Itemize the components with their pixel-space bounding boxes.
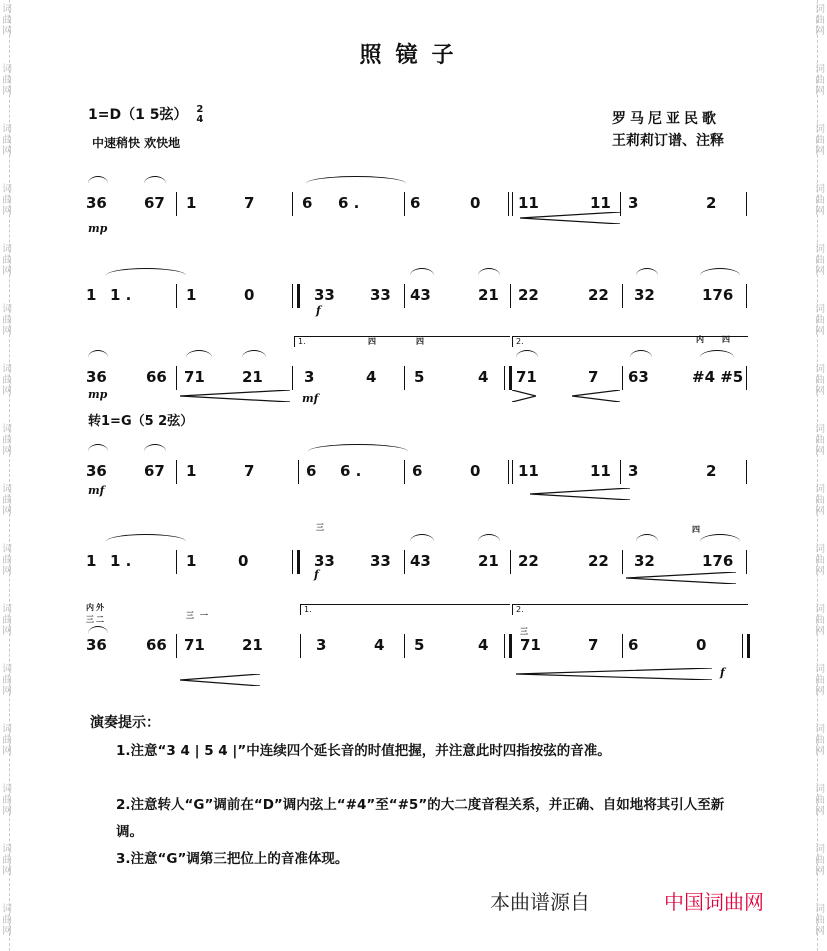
tips-heading: 演奏提示：: [90, 715, 160, 731]
watermark-char: 网: [2, 386, 12, 397]
barline: [622, 366, 623, 390]
note-group: 4: [478, 368, 489, 386]
tie: [308, 444, 408, 459]
watermark-char: 曲: [2, 255, 12, 266]
fingering-mark: 三: [186, 611, 194, 620]
watermark-char: 曲: [2, 915, 12, 926]
note-group: 6 .: [338, 194, 360, 212]
note-group: 5: [414, 636, 425, 654]
watermark-char: 网: [2, 86, 12, 97]
repeat-barline: [508, 460, 513, 484]
tip-text: 1.注意“3 4 | 5 4 |”中连续四个延长音的时值把握，并注意此时四指按弦的音准。: [116, 743, 611, 759]
fingering-mark: 二: [96, 615, 104, 624]
watermark-char: 网: [815, 626, 825, 637]
watermark-char: 曲: [815, 375, 825, 386]
slur: [410, 534, 434, 549]
note-group: 1: [186, 286, 197, 304]
note-group: 67: [144, 462, 165, 480]
note-group: 6: [302, 194, 313, 212]
dynamic-mark: f: [316, 304, 321, 317]
barline: [510, 550, 511, 574]
barline: [298, 460, 299, 484]
watermark-char: 网: [2, 806, 12, 817]
watermark-char: 曲: [815, 855, 825, 866]
note-group: 32: [634, 286, 655, 304]
note-group: #4 #5: [692, 368, 744, 386]
dynamic-mark: mf: [302, 392, 319, 405]
note-group: 33: [370, 286, 391, 304]
note-group: 33: [314, 552, 335, 570]
fingering-mark: 三: [86, 615, 94, 624]
watermark-char: 网: [815, 686, 825, 697]
volta-2: 2.: [512, 336, 748, 347]
note-group: 21: [242, 368, 263, 386]
watermark-char: 词: [2, 64, 12, 75]
watermark-char: 网: [2, 266, 12, 277]
watermark-char: 曲: [2, 495, 12, 506]
watermark-column: [1, 904, 13, 937]
note-group: 11: [518, 194, 539, 212]
note-group: 7: [244, 462, 255, 480]
watermark-char: 网: [2, 506, 12, 517]
tip-text: 3.注意“G”调第三把位上的音准体现。: [116, 851, 349, 867]
barline: [404, 284, 405, 308]
tip-item-2: [90, 792, 750, 846]
watermark-char: 词: [815, 844, 825, 855]
slur: [186, 350, 212, 365]
watermark-char: 曲: [815, 615, 825, 626]
slur: [478, 268, 500, 283]
watermark-char: 曲: [815, 255, 825, 266]
watermark-char: 词: [815, 424, 825, 435]
note-group: 43: [410, 286, 431, 304]
note-group: 11: [590, 194, 611, 212]
watermark-char: 曲: [2, 735, 12, 746]
watermark-column: [1, 4, 13, 37]
watermark-char: 词: [2, 244, 12, 255]
watermark-char: 曲: [2, 315, 12, 326]
note-group: 7: [244, 194, 255, 212]
tie: [106, 268, 186, 283]
watermark-column: [814, 904, 826, 937]
watermark-char: 词: [2, 544, 12, 555]
dynamic-mark: f: [720, 666, 725, 679]
barline: [292, 366, 293, 390]
watermark-char: 网: [2, 866, 12, 877]
watermark-char: 网: [815, 746, 825, 757]
watermark-char: 网: [815, 386, 825, 397]
tie: [106, 534, 186, 549]
note-group: 4: [478, 636, 489, 654]
watermark-column: [1, 784, 13, 817]
volta-1: 1.: [300, 604, 510, 615]
watermark-char: 曲: [2, 615, 12, 626]
fingering-mark: 内: [86, 603, 94, 612]
fingering-mark: 一: [200, 611, 208, 620]
dynamic-mark: f: [314, 568, 319, 581]
watermark-char: 词: [815, 364, 825, 375]
watermark-char: 网: [2, 746, 12, 757]
slur: [88, 350, 108, 365]
volta-1: 1.: [294, 336, 510, 347]
watermark-char: 曲: [2, 15, 12, 26]
note-group: 33: [314, 286, 335, 304]
watermark-char: 词: [815, 724, 825, 735]
key-text: 1=D（1 5弦）: [88, 107, 188, 123]
note-group: 11: [590, 462, 611, 480]
time-signature-bottom: 4: [196, 114, 204, 125]
note-group: 66: [146, 368, 167, 386]
watermark-char: 曲: [815, 195, 825, 206]
watermark-char: 网: [2, 626, 12, 637]
tie: [306, 176, 406, 191]
score-system-1: [0, 150, 827, 240]
note-group: 22: [588, 552, 609, 570]
barline: [622, 550, 623, 574]
barline: [746, 550, 747, 574]
note-group: 1 .: [110, 286, 132, 304]
watermark-column: [814, 784, 826, 817]
watermark-char: 词: [815, 604, 825, 615]
source-label: 本曲谱源自: [490, 890, 590, 914]
note-group: 3: [628, 462, 639, 480]
song-title: 照镜子: [359, 42, 468, 68]
slur: [88, 444, 108, 459]
note-group: 71: [184, 636, 205, 654]
watermark-char: 网: [2, 206, 12, 217]
fingering-mark: 三: [316, 523, 324, 532]
barline: [510, 284, 511, 308]
watermark-char: 词: [2, 124, 12, 135]
watermark-char: 词: [815, 244, 825, 255]
note-group: 176: [702, 552, 734, 570]
barline: [404, 634, 405, 658]
note-group: 36: [86, 368, 107, 386]
watermark-char: 网: [2, 686, 12, 697]
note-group: 176: [702, 286, 734, 304]
note-group: 36: [86, 462, 107, 480]
watermark-char: 网: [2, 326, 12, 337]
dynamic-mark: mp: [88, 388, 108, 401]
slur: [88, 176, 108, 191]
note-group: 21: [478, 286, 499, 304]
watermark-char: 词: [815, 544, 825, 555]
fingering-mark: 内: [696, 335, 704, 344]
repeat-end-barline: [504, 366, 512, 390]
watermark-char: 词: [2, 724, 12, 735]
watermark-char: 网: [815, 506, 825, 517]
volta-2: 2.: [512, 604, 748, 615]
time-signature: [196, 105, 203, 125]
tip-item-3: [90, 846, 750, 873]
slur: [700, 534, 740, 549]
note-group: 1: [186, 552, 197, 570]
note-group: 2: [706, 194, 717, 212]
repeat-start-barline: [292, 550, 300, 574]
watermark-char: 网: [815, 26, 825, 37]
watermark-char: 曲: [815, 555, 825, 566]
barline: [622, 284, 623, 308]
watermark-char: 曲: [815, 495, 825, 506]
barline: [404, 550, 405, 574]
note-group: 4: [366, 368, 377, 386]
note-group: 21: [478, 552, 499, 570]
barline: [176, 460, 177, 484]
note-group: 4: [374, 636, 385, 654]
barline: [746, 366, 747, 390]
watermark-char: 网: [2, 926, 12, 937]
watermark-column: [814, 724, 826, 757]
watermark-char: 网: [815, 326, 825, 337]
note-group: 66: [146, 636, 167, 654]
barline: [404, 192, 405, 216]
tip-text: 2.注意转人“G”调前在“D”调内弦上“#4”至“#5”的大二度音程关系，并正确、自如地将其引人至新调。: [116, 797, 725, 840]
dynamic-mark: mp: [88, 222, 108, 235]
watermark-char: 网: [2, 446, 12, 457]
repeat-start-barline: [292, 284, 300, 308]
slur: [700, 350, 734, 365]
note-group: 1: [186, 462, 197, 480]
watermark-char: 曲: [2, 135, 12, 146]
fingering-mark: 四: [368, 337, 376, 346]
watermark-char: 网: [2, 26, 12, 37]
slur: [144, 176, 166, 191]
watermark-char: 网: [2, 566, 12, 577]
tempo-mark: 中速稍快 欢快地: [92, 136, 181, 150]
fingering-mark: 四: [416, 337, 424, 346]
note-group: 63: [628, 368, 649, 386]
watermark-char: 网: [815, 86, 825, 97]
watermark-char: 曲: [815, 75, 825, 86]
barline: [176, 284, 177, 308]
watermark-char: 词: [2, 184, 12, 195]
watermark-char: 词: [815, 664, 825, 675]
note-group: 6: [410, 194, 421, 212]
slur: [630, 350, 652, 365]
fingering-mark: 外: [96, 603, 104, 612]
note-group: 1: [86, 286, 97, 304]
fingering-mark: 四: [692, 525, 700, 534]
note-group: 22: [518, 286, 539, 304]
watermark-char: 曲: [2, 795, 12, 806]
repeat-barline: [508, 192, 513, 216]
note-group: 0: [244, 286, 255, 304]
note-group: 0: [470, 194, 481, 212]
note-group: 6: [628, 636, 639, 654]
tip-item-1: [90, 738, 750, 765]
final-barline: [742, 634, 750, 658]
watermark-char: 词: [2, 484, 12, 495]
slur: [478, 534, 500, 549]
watermark-column: [1, 844, 13, 877]
watermark-char: 词: [2, 844, 12, 855]
note-group: 5: [414, 368, 425, 386]
song-origin: 罗马尼亚民歌: [612, 111, 720, 127]
note-group: 11: [518, 462, 539, 480]
watermark-char: 网: [815, 866, 825, 877]
slur: [516, 350, 538, 365]
watermark-char: 网: [815, 446, 825, 457]
watermark-char: 词: [815, 64, 825, 75]
note-group: 0: [238, 552, 249, 570]
watermark-char: 曲: [2, 435, 12, 446]
note-group: 3: [304, 368, 315, 386]
note-group: 36: [86, 636, 107, 654]
note-group: 7: [588, 368, 599, 386]
arranger-credit: 王莉莉订谱、注释: [612, 133, 724, 149]
watermark-char: 曲: [815, 795, 825, 806]
watermark-column: [814, 4, 826, 37]
watermark-char: 词: [2, 364, 12, 375]
barline: [176, 192, 177, 216]
fingering-mark: 四: [722, 335, 730, 344]
watermark-char: 词: [2, 604, 12, 615]
note-group: 71: [520, 636, 541, 654]
watermark-char: 词: [815, 904, 825, 915]
score-system-6: [0, 592, 827, 682]
watermark-char: 曲: [815, 675, 825, 686]
watermark-char: 网: [815, 566, 825, 577]
watermark-char: 词: [2, 304, 12, 315]
note-group: 21: [242, 636, 263, 654]
barline: [404, 460, 405, 484]
note-group: 33: [370, 552, 391, 570]
watermark-char: 词: [2, 784, 12, 795]
barline: [176, 366, 177, 390]
slur: [144, 444, 166, 459]
barline: [746, 460, 747, 484]
score-system-2: [0, 242, 827, 332]
note-group: 67: [144, 194, 165, 212]
slur: [636, 268, 658, 283]
time-signature-top: 2: [196, 104, 204, 115]
watermark-char: 曲: [2, 855, 12, 866]
watermark-char: 曲: [815, 15, 825, 26]
note-group: 32: [634, 552, 655, 570]
note-group: 0: [470, 462, 481, 480]
watermark-char: 词: [2, 664, 12, 675]
watermark-char: 网: [2, 146, 12, 157]
note-group: 71: [184, 368, 205, 386]
slur: [700, 268, 740, 283]
score-system-3: [0, 324, 827, 414]
watermark-char: 词: [815, 784, 825, 795]
barline: [746, 284, 747, 308]
watermark-char: 曲: [2, 555, 12, 566]
watermark-char: 网: [815, 146, 825, 157]
note-group: 1 .: [110, 552, 132, 570]
watermark-char: 曲: [815, 315, 825, 326]
modulation-mark: 转1=G（5 2弦）: [88, 414, 194, 429]
note-group: 3: [316, 636, 327, 654]
barline: [622, 634, 623, 658]
repeat-end-barline: [504, 634, 512, 658]
note-group: 0: [696, 636, 707, 654]
slur: [636, 534, 658, 549]
fingering-mark: 三: [520, 627, 528, 636]
watermark-char: 词: [2, 4, 12, 15]
slur: [242, 350, 266, 365]
note-group: 36: [86, 194, 107, 212]
slur: [410, 268, 434, 283]
watermark-char: 词: [2, 424, 12, 435]
barline: [746, 192, 747, 216]
score-system-4: [0, 418, 827, 508]
watermark-char: 曲: [2, 375, 12, 386]
note-group: 3: [628, 194, 639, 212]
note-group: 7: [588, 636, 599, 654]
watermark-column: [814, 844, 826, 877]
note-group: 22: [588, 286, 609, 304]
watermark-char: 词: [815, 4, 825, 15]
note-group: 22: [518, 552, 539, 570]
watermark-char: 词: [815, 184, 825, 195]
barline: [404, 366, 405, 390]
note-group: 43: [410, 552, 431, 570]
barline: [292, 192, 293, 216]
watermark-char: 曲: [815, 915, 825, 926]
watermark-char: 网: [815, 926, 825, 937]
note-group: 2: [706, 462, 717, 480]
note-group: 6: [412, 462, 423, 480]
watermark-char: 曲: [815, 435, 825, 446]
watermark-char: 曲: [2, 675, 12, 686]
watermark-char: 词: [815, 124, 825, 135]
watermark-char: 曲: [2, 195, 12, 206]
watermark-char: 曲: [2, 75, 12, 86]
dynamic-mark: mf: [88, 484, 105, 497]
watermark-char: 词: [815, 484, 825, 495]
watermark-char: 网: [815, 806, 825, 817]
barline: [300, 634, 301, 658]
watermark-char: 词: [2, 904, 12, 915]
barline: [176, 634, 177, 658]
watermark-char: 曲: [815, 135, 825, 146]
barline: [176, 550, 177, 574]
note-group: 6 .: [340, 462, 362, 480]
watermark-char: 网: [815, 266, 825, 277]
watermark-char: 网: [815, 206, 825, 217]
watermark-char: 词: [815, 304, 825, 315]
note-group: 71: [516, 368, 537, 386]
note-group: 1: [86, 552, 97, 570]
key-signature: [88, 104, 203, 125]
barline: [620, 460, 621, 484]
watermark-column: [1, 724, 13, 757]
barline: [620, 192, 621, 216]
watermark-char: 曲: [815, 735, 825, 746]
score-system-5: [0, 508, 827, 598]
site-link[interactable]: 中国词曲网: [664, 890, 764, 914]
note-group: 1: [186, 194, 197, 212]
note-group: 6: [306, 462, 317, 480]
